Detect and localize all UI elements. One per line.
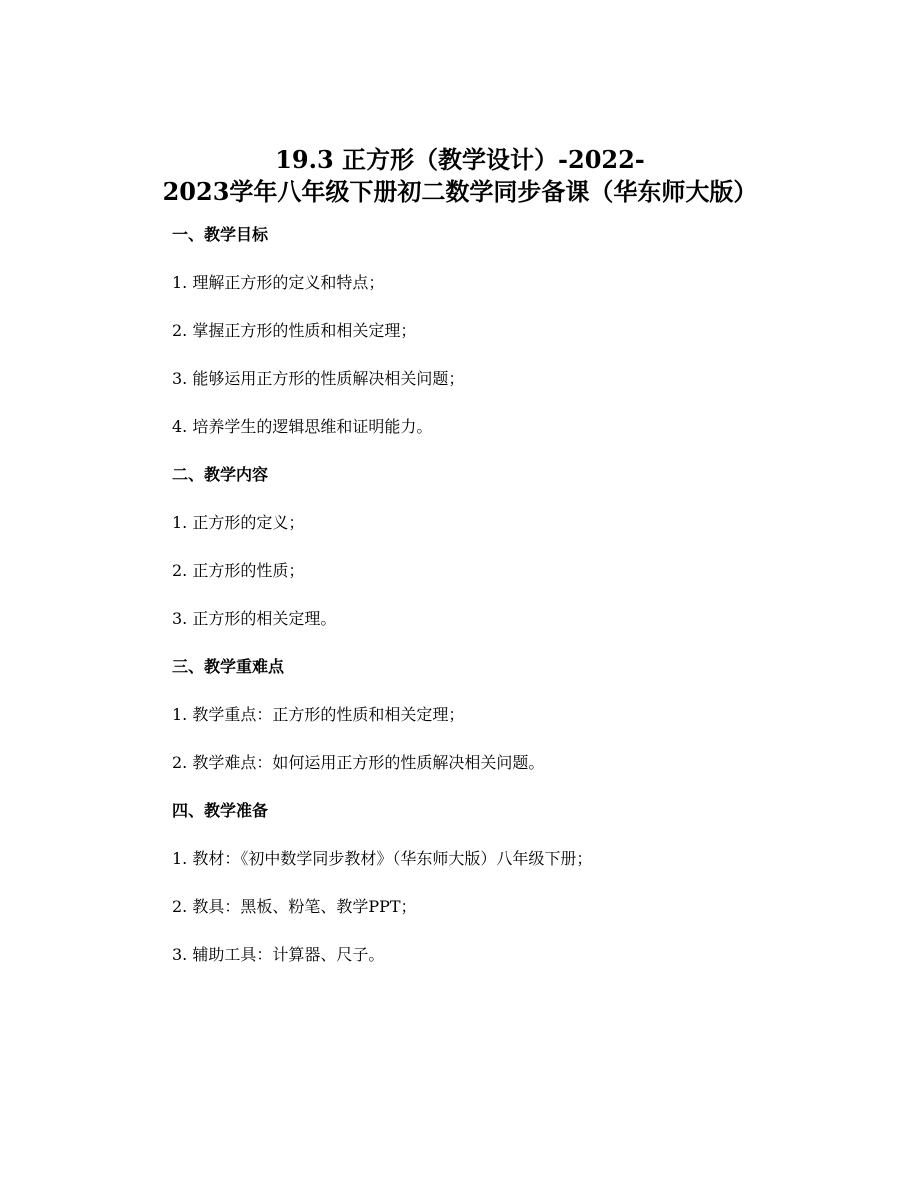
preparation-item-1: 1. 教材：《初中数学同步教材》（华东师大版）八年级下册； — [172, 849, 593, 868]
preparation-item-2: 2. 教具：黑板、粉笔、教学PPT； — [172, 897, 417, 916]
section-heading-objectives: 一、教学目标 — [172, 225, 269, 244]
content-item-2: 2. 正方形的性质； — [172, 561, 305, 580]
key-point-item-1: 1. 教学重点：正方形的性质和相关定理； — [172, 705, 465, 724]
objective-item-1: 1. 理解正方形的定义和特点； — [172, 273, 385, 292]
document-title-line-1: 19.3 正方形（教学设计）-2022- — [275, 145, 645, 174]
content-item-1: 1. 正方形的定义； — [172, 513, 305, 532]
section-heading-key-points: 三、教学重难点 — [172, 657, 285, 676]
section-heading-content: 二、教学内容 — [172, 465, 269, 484]
section-heading-preparation: 四、教学准备 — [172, 801, 269, 820]
key-point-item-2: 2. 教学难点：如何运用正方形的性质解决相关问题。 — [172, 753, 545, 772]
content-item-3: 3. 正方形的相关定理。 — [172, 609, 337, 628]
document-title-line-2: 2023学年八年级下册初二数学同步备课（华东师大版） — [162, 177, 758, 206]
objective-item-4: 4. 培养学生的逻辑思维和证明能力。 — [172, 417, 433, 436]
objective-item-2: 2. 掌握正方形的性质和相关定理； — [172, 321, 417, 340]
preparation-item-3: 3. 辅助工具：计算器、尺子。 — [172, 945, 385, 964]
objective-item-3: 3. 能够运用正方形的性质解决相关问题； — [172, 369, 465, 388]
